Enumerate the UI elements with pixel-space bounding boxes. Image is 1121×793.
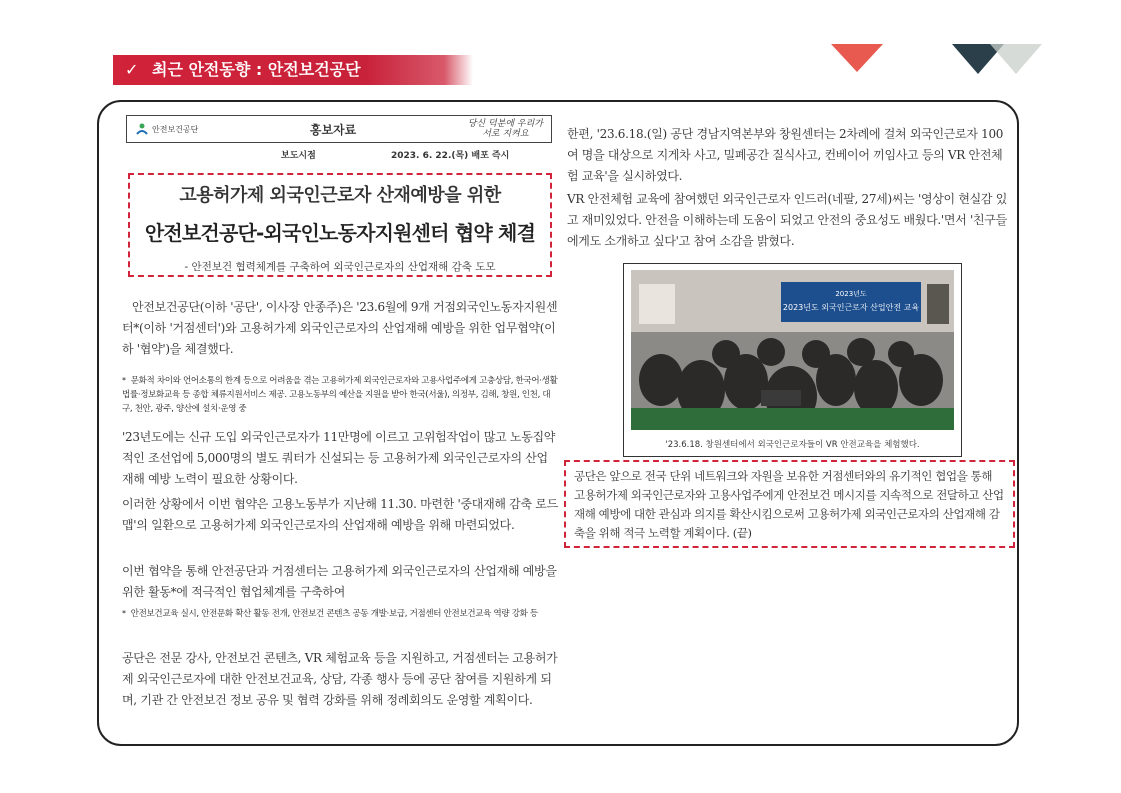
section-title: 최근 안전동향 : 안전보건공단 xyxy=(151,60,361,79)
photo-banner-text: 2023년도 외국인근로자 산업안전 교육 xyxy=(782,303,920,312)
left-paragraph-5: 공단은 전문 강사, 안전보건 콘텐츠, VR 체험교육 등을 지원하고, 거점센터는 고용허가제 외국인근로자에 대한 안전보건교육, 상담, 각종 행사 등에 공단 참여를 지원하게 되며, 기관 간 안전보건 정보 공유 및 협력 강화를 위해 정례회의도 운영할 계획이다. xyxy=(122,651,558,707)
right-paragraph-2: VR 안전체험 교육에 참여했던 외국인근로자 인드러(네팔, 27세)씨는 '영상이 현실감 있고 재미있었다. 안전을 이해하는데 도움이 되었고 안전의 중요성도 배웠다.'면서 '친구들에게도 소개하고 싶다'고 참여 소감을 밝혔다. xyxy=(567,192,1008,248)
left-footnote-1 xyxy=(122,374,558,416)
press-title: 홍보자료 xyxy=(309,122,357,137)
left-footnote-2 xyxy=(122,607,558,621)
left-footnote-2-text: 안전보건교육 실시, 안전문화 확산 활동 전개, 안전보건 콘텐츠 공동 개발·보급, 거점센터 안전보건교육 역량 강화 등 xyxy=(130,609,538,619)
asterisk-icon: * xyxy=(122,609,126,618)
slogan-line-2: 서로 지켜요 xyxy=(482,129,529,139)
release-date: 2023. 6. 22.(목) 배포 즉시 xyxy=(391,151,510,161)
slogan-line-1: 당신 덕분에 우리가 xyxy=(467,119,543,129)
section-banner xyxy=(113,55,473,85)
left-paragraph-1: 안전보건공단(이하 '공단', 이사장 안종주)은 '23.6월에 9개 거점외국인노동자지원센터*(이하 '거점센터')와 고용허가제 외국인근로자의 산업재해 예방을 위한 업무협약(이하 '협약')을 체결했다. xyxy=(122,300,558,356)
photo-caption: '23.6.18. 창원센터에서 외국인근로자들이 VR 안전교육을 체험했다. xyxy=(665,440,920,450)
headline-box xyxy=(128,173,552,277)
svg-text:2023년도: 2023년도 xyxy=(835,290,867,298)
headline-subtitle: - 안전보건 협력체계를 구축하여 외국인근로자의 산업재해 감축 도모 xyxy=(184,261,496,273)
photo-figure xyxy=(623,263,962,457)
left-paragraph-4: 이번 협약을 통해 안전공단과 거점센터는 고용허가제 외국인근로자의 산업재해 예방을 위한 활동*에 적극적인 협업체계를 구축하여 xyxy=(122,564,557,599)
decor-triangle-orange xyxy=(831,44,883,72)
decor-triangle-grey xyxy=(990,44,1042,74)
left-paragraph-3: 이러한 상황에서 이번 협약은 고용노동부가 지난해 11.30. 마련한 '중대재해 감축 로드맵'의 일환으로 고용허가제 외국인근로자의 산업재해 예방을 위해 마련되었다. xyxy=(122,497,558,532)
check-icon: ✓ xyxy=(125,60,139,79)
release-label: 보도시점 xyxy=(281,151,316,161)
logo-text: 안전보건공단 xyxy=(152,124,199,134)
headline-line-1: 고용허가제 외국인근로자 산재예방을 위한 xyxy=(179,185,501,206)
vr-training-photo xyxy=(631,270,954,430)
closing-box xyxy=(564,460,1015,548)
kosha-logo xyxy=(135,122,198,136)
slogan xyxy=(468,119,543,139)
left-paragraph-2: '23년도에는 신규 도입 외국인근로자가 11만명에 이르고 고위험작업이 많고 노동집약적인 조선업에 5,000명의 별도 쿼터가 신설되는 등 고용허가제 외국인근로자의 산업재해 예방 노력이 필요한 상황이다. xyxy=(122,430,556,486)
left-footnote-1-text: 문화적 차이와 언어소통의 한계 등으로 어려움을 겪는 고용허가제 외국인근로자와 고용사업주에게 고충상담, 한국어·생활법률·정보화교육 등 종합 체류지원서비스 제공. 고용노동부의 예산을 지원을 받아 한국(서울), 의정부, 김해, 창원, 인천, 대구, 천안, 광주, 양산에 설치·운영 중 xyxy=(122,376,558,414)
press-release-header xyxy=(126,115,552,143)
asterisk-icon: * xyxy=(122,376,126,385)
headline-line-2: 안전보건공단-외국인노동자지원센터 협약 체결 xyxy=(144,221,536,245)
kosha-logo-icon xyxy=(135,122,149,136)
right-paragraph-1: 한편, '23.6.18.(일) 공단 경남지역본부와 창원센터는 2차례에 걸쳐 외국인근로자 100여 명을 대상으로 지게차 사고, 밀폐공간 질식사고, 컨베이어 끼임사고 등의 VR 안전체험 교육'을 실시하였다. xyxy=(567,127,1004,183)
closing-text: 공단은 앞으로 전국 단위 네트워크와 자원을 보유한 거점센터와의 유기적인 협업을 통해 고용허가제 외국인근로자와 고용사업주에게 안전보건 메시지를 지속적으로 전달하고 산업재해 예방에 대한 관심과 의지를 확산시킴으로써 고용허가제 외국인근로자의 산업재해 감축을 위해 적극 노력할 계획이다. (끝) xyxy=(574,469,1004,540)
